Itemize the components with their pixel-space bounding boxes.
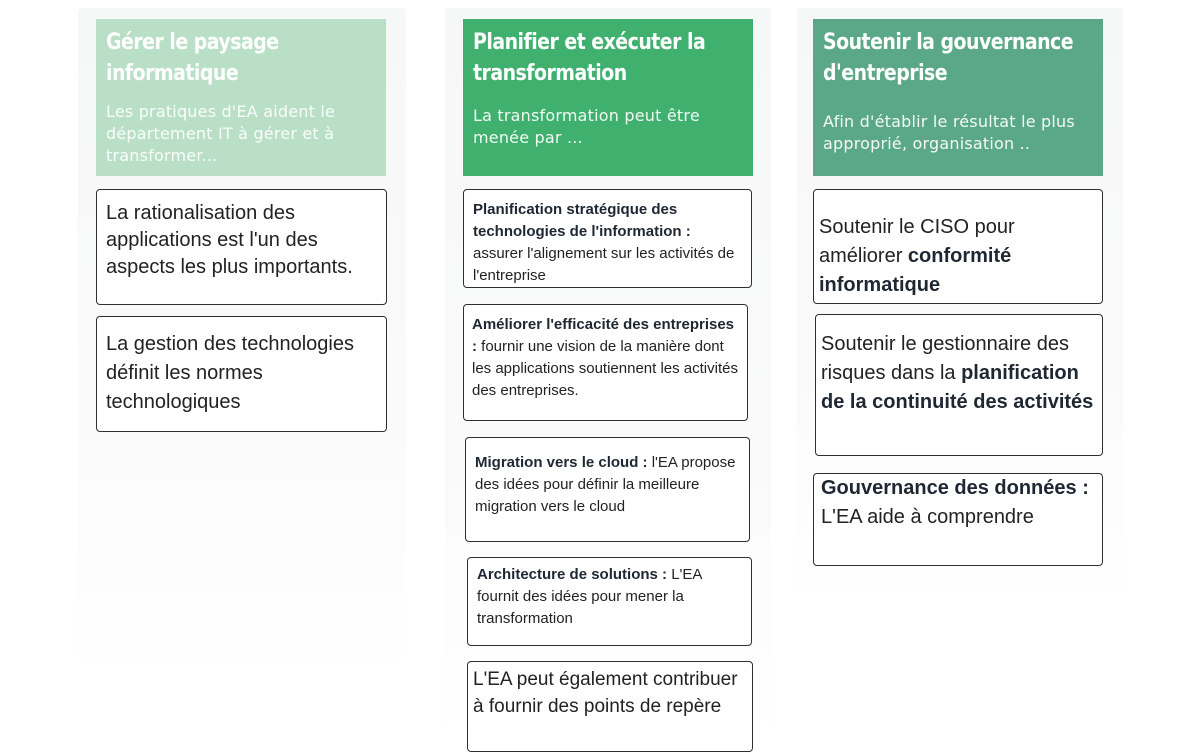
card-bold-text: Améliorer l'efficacité des entreprises : xyxy=(472,316,735,355)
column-2-card-4 xyxy=(467,557,752,646)
card-text: l'EA propose des idées pour définir la meilleure migration vers le cloud xyxy=(475,454,736,515)
column-2-card-2 xyxy=(463,304,748,421)
column-1-title: Gérer le paysage informatique xyxy=(106,30,279,86)
card-bold-text: Architecture de solutions : xyxy=(477,566,668,583)
column-1-header xyxy=(96,19,386,176)
card-text: La rationalisation des applications est l'un des aspects les plus importants. xyxy=(106,202,353,278)
column-3-header xyxy=(813,19,1103,176)
card-text: L'EA peut également contribuer à fournir des points de repère xyxy=(473,669,738,717)
card-bold-text: Gouvernance des données : xyxy=(821,477,1089,499)
column-2-header xyxy=(463,19,753,176)
card-text: La gestion des technologies définit les normes technologiques xyxy=(106,333,354,413)
column-3-title: Soutenir la gouvernance d'entreprise xyxy=(823,30,1074,86)
column-3-card-1 xyxy=(813,189,1103,304)
column-3-card-2 xyxy=(815,314,1103,456)
card-text: L'EA fournit des idées pour mener la transformation xyxy=(477,566,702,627)
card-text: fournir une vision de la manière dont les applications soutiennent les activités des entreprises. xyxy=(472,338,738,399)
column-2-title: Planifier et exécuter la transformation xyxy=(473,30,706,86)
card-text: assurer l'alignement sur les activités de l'entreprise xyxy=(473,245,735,284)
card-bold-text: planification de la continuité des activités xyxy=(821,362,1094,413)
column-1-subtitle: Les pratiques d'EA aident le département IT à gérer et à transformer... xyxy=(106,102,336,165)
column-2-card-3 xyxy=(465,437,750,542)
column-1-card-2 xyxy=(96,316,387,432)
card-bold-text: Planification stratégique des technologies de l'information : xyxy=(473,201,691,240)
column-1-card-1 xyxy=(96,189,387,305)
column-3-card-3 xyxy=(813,473,1103,566)
card-bold-text: conformité informatique xyxy=(819,245,1012,296)
card-text: Soutenir le gestionnaire des risques dans la xyxy=(821,333,1069,384)
column-2-card-1 xyxy=(463,189,752,288)
column-3-subtitle: Afin d'établir le résultat le plus approprié, organisation .. xyxy=(823,112,1075,153)
column-2-subtitle: La transformation peut être menée par ... xyxy=(473,106,700,147)
card-text: Soutenir le CISO pour améliorer xyxy=(819,216,1015,267)
card-bold-text: Migration vers le cloud : xyxy=(475,454,648,471)
card-text: L'EA aide à comprendre xyxy=(821,506,1034,528)
column-2-card-5 xyxy=(467,661,753,752)
